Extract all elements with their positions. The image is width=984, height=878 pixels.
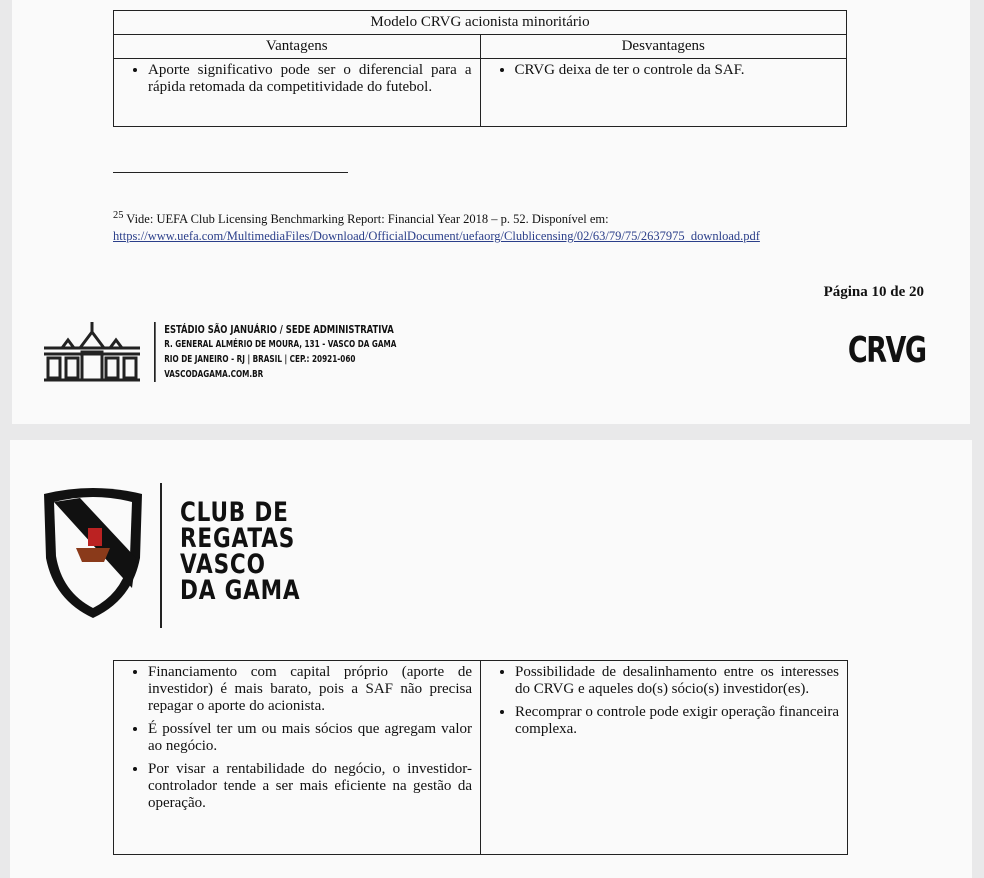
document-page-11 [10,440,972,878]
pros-cons-table-continued [113,660,848,855]
logo-divider [160,483,162,628]
footnote [113,207,843,245]
club-name-line: REGATAS [180,523,296,554]
advantage-item: • Financiamento com capital próprio (aporte de investidor) é mais barato, pois a SAF não precisa repagar o aporte do acionista. [148,664,472,715]
footnote-text: Vide: UEFA Club Licensing Benchmarking Report: Financial Year 2018 – p. 52. Disponível em: [123,212,609,227]
header-disadvantages: Desvantagens [480,35,847,59]
disadvantage-item: • CRVG deixa de ter o controle da SAF. [515,62,839,79]
footer-address [154,322,396,382]
footer-website: VASCODAGAMA.COM.BR [164,369,264,380]
page-number: Página 10 de 20 [823,284,924,300]
advantage-item: • Por visar a rentabilidade do negócio, o investidor-controlador tende a ser mais eficiente na gestão da operação. [148,761,472,812]
disadvantage-item: • Possibilidade de desalinhamento entre os interesses do CRVG e aqueles do(s) sócio(s) investidor(es). [515,664,839,698]
table-title: Modelo CRVG acionista minoritário [114,11,847,35]
pros-cons-table [113,10,847,127]
footnote-marker: 25 [113,210,124,221]
footnote-link[interactable]: https://www.uefa.com/MultimediaFiles/Download/OfficialDocument/uefaorg/Clublicensing/02/63/79/75/2637975_download.pdf [113,229,760,244]
club-name-line: DA GAMA [180,575,301,606]
document-page-10 [12,0,970,424]
header-advantages: Vantagens [114,35,481,59]
footer-line: R. GENERAL ALMÉRIO DE MOURA, 131 - VASCO DA GAMA [164,339,397,350]
disadvantage-item: • Recomprar o controle pode exigir operação financeira complexa. [515,704,839,738]
footer-line: ESTÁDIO SÃO JANUÁRIO / SEDE ADMINISTRATIVA [164,323,394,336]
club-name [180,497,301,606]
advantage-item: • É possível ter um ou mais sócios que agregam valor ao negócio. [148,721,472,755]
club-name-line: CLUB DE [180,497,289,528]
advantage-item: • Aporte significativo pode ser o diferencial para a rápida retomada da competitividade do futebol. [148,62,472,96]
crvg-logo: CRVG [848,330,926,371]
vasco-shield-logo [40,488,146,622]
stadium-building-icon [42,318,142,384]
club-name-line: VASCO [180,549,266,580]
footnote-divider [113,172,348,173]
footer-line: RIO DE JANEIRO - RJ | BRASIL | CEP.: 20921-060 [164,354,356,365]
